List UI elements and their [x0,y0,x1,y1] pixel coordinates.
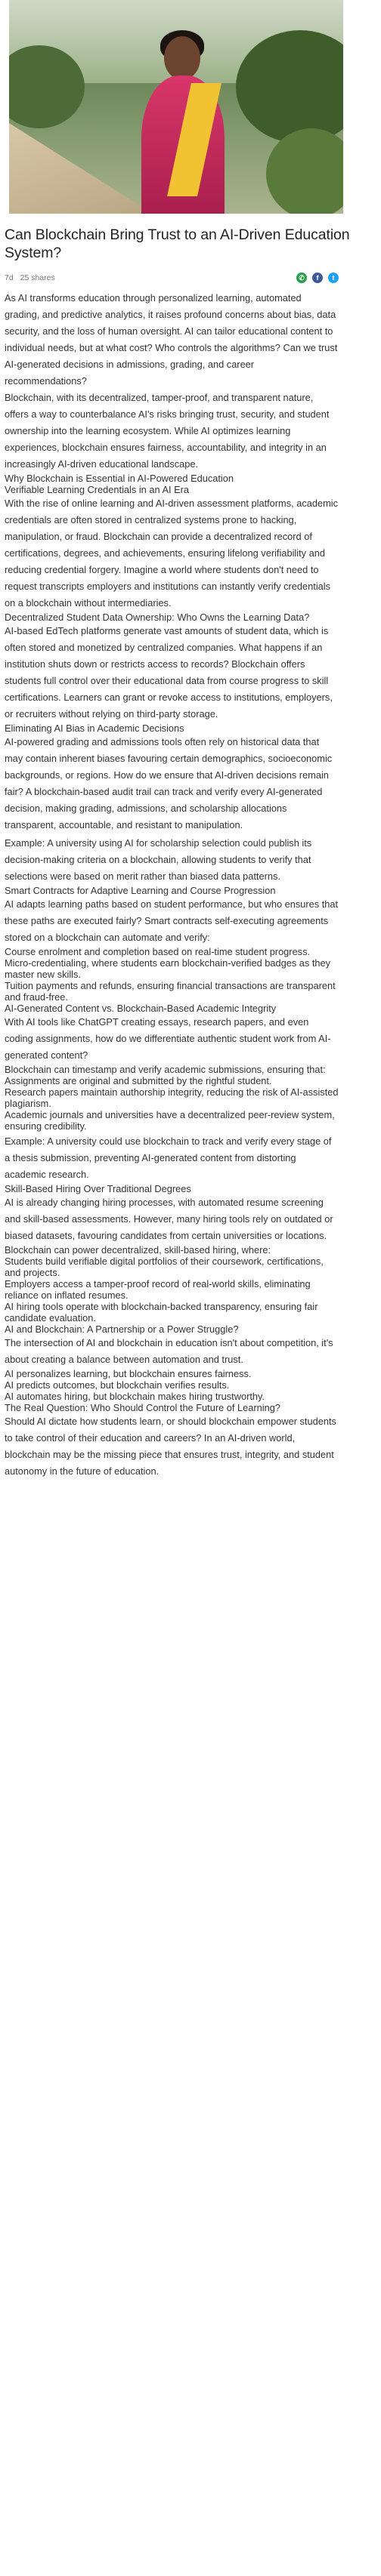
section-heading: AI-Generated Content vs. Blockchain-Based Academic Integrity [5,1003,277,1014]
article-age: 7d [5,273,14,282]
section-heading: The Real Question: Who Should Control the Future of Learning? [5,1402,280,1413]
list-item: Research papers maintain authorship integrity, reducing the risk of AI-assisted plagiarism. [5,1086,339,1109]
list-item: Course enrolment and completion based on real-time student progress. [5,946,311,957]
paragraph: Should AI dictate how students learn, or should blockchain empower students to take control of their education and careers? In an AI-driven world, blockchain may be the missing piece that ensures trust, integrity, and student autonomy in the future of education. [5,1416,336,1477]
list-item: Tuition payments and refunds, ensuring financial transactions are transparent and fraud-free. [5,980,336,1003]
list-item: Academic journals and universities have a decentralized peer-review system, ensuring credibility. [5,1109,335,1132]
paragraph: With the rise of online learning and AI-driven assessment platforms, academic credentials are often stored in centralized systems prone to hacking, manipulation, or fraud. Blockchain can provide a decentralized record of certifications, degrees, and achievements, ensuring lifelong verifiability and reducing credential forgery. Imagine a world where students don't need to request transcripts employers and institutions can instantly verify credentials on a blockchain without intermediaries. [5,498,338,609]
whatsapp-icon[interactable]: ✆ [296,273,307,283]
person-figure [138,23,228,214]
section-heading: Decentralized Student Data Ownership: Who Owns the Learning Data? [5,612,310,623]
article-body [5,290,339,1480]
share-count: 25 shares [20,273,55,282]
list-item: Assignments are original and submitted by the rightful student. [5,1075,272,1086]
section-heading: Why Blockchain is Essential in AI-Powered Education [5,473,234,484]
paragraph: The intersection of AI and blockchain in education isn't about competition, it's about creating a balance between automation and trust. [5,1337,333,1365]
facebook-icon[interactable]: f [312,273,323,283]
list-item: AI predicts outcomes, but blockchain verifies results. [5,1379,230,1391]
paragraph: Example: A university using AI for scholarship selection could publish its decision-making criteria on a blockchain, allowing students to verify that selections were based on merit rather than biased data patterns. [5,837,312,882]
paragraph: With AI tools like ChatGPT creating essays, research papers, and even coding assignments, how do we differentiate authentic student work from AI-generated content? [5,1016,331,1061]
paragraph: AI-powered grading and admissions tools often rely on historical data that may contain inherent biases favouring certain demographics, socioeconomic backgrounds, or regions. How do we ensure that AI-driven decisions remain fair? A blockchain-based audit trail can track and verify every AI-generated decision, making grading, admissions, and scholarship allocations transparent, accountable, and resistant to manipulation. [5,736,333,830]
section-heading: Eliminating AI Bias in Academic Decisions [5,723,184,734]
list-item: Blockchain can power decentralized, skill-based hiring, where: [5,1244,271,1256]
section-heading: AI and Blockchain: A Partnership or a Power Struggle? [5,1323,239,1335]
section-heading: Skill-Based Hiring Over Traditional Degrees [5,1183,191,1194]
paragraph: Blockchain, with its decentralized, tamper-proof, and transparent nature, offers a way to counterbalance AI's risks bringing trust, security, and student ownership into the learning ecosystem. While AI optimizes learning experiences, blockchain ensures fairness, accountability, and integrity in an increasingly AI-driven educational landscape. [5,392,330,470]
list-item: Micro-credentialing, where students earn blockchain-verified badges as they master new skills. [5,957,331,980]
paragraph: AI is already changing hiring processes, with automated resume screening and skill-based assessments. However, many hiring tools rely on outdated or biased datasets, favouring candidates from certain universities or locations. [5,1197,333,1241]
share-buttons [296,273,339,283]
hero-image [9,0,343,214]
list-item: Blockchain can timestamp and verify academic submissions, ensuring that: [5,1064,326,1075]
article-title: Can Blockchain Bring Trust to an AI-Driven Education System? [5,226,350,261]
paragraph: Example: A university could use blockchain to track and verify every stage of a thesis submission, preventing AI-generated content from distorting academic research. [5,1135,332,1180]
twitter-icon[interactable]: t [328,273,339,283]
section-heading: Smart Contracts for Adaptive Learning and Course Progression [5,885,276,896]
section-heading: Verifiable Learning Credentials in an AI Era [5,484,190,495]
article-meta [5,272,339,284]
list-item: AI hiring tools operate with blockchain-backed transparency, ensuring fair candidate evaluation. [5,1301,318,1323]
paragraph: As AI transforms education through personalized learning, automated grading, and predictive analytics, it raises profound concerns about bias, data security, and the loss of human oversight. AI can tailor educational content to individual needs, but at what cost? Who controls the algorithms? Can we trust AI-generated decisions in admissions, grading, and career recommendations? [5,292,338,387]
list-item: Employers access a tamper-proof record of real-world skills, eliminating reliance on inflated resumes. [5,1278,311,1301]
paragraph: AI adapts learning paths based on student performance, but who ensures that these paths are executed fairly? Smart contracts self-executing agreements stored on a blockchain can automate and verify: [5,898,339,943]
list-item: AI personalizes learning, but blockchain ensures fairness. [5,1368,252,1379]
list-item: Students build verifiable digital portfolios of their coursework, certifications, and projects. [5,1256,324,1278]
list-item: AI automates hiring, but blockchain makes hiring trustworthy. [5,1391,265,1402]
paragraph: AI-based EdTech platforms generate vast amounts of student data, which is often stored and monetized by centralized companies. What happens if an institution shuts down or restricts access to records? Blockchain offers students full control over their educational data from course progress to skill certifications. Learners can grant or revoke access to institutions, employers, or recruiters without relying on third-party storage. [5,625,333,719]
